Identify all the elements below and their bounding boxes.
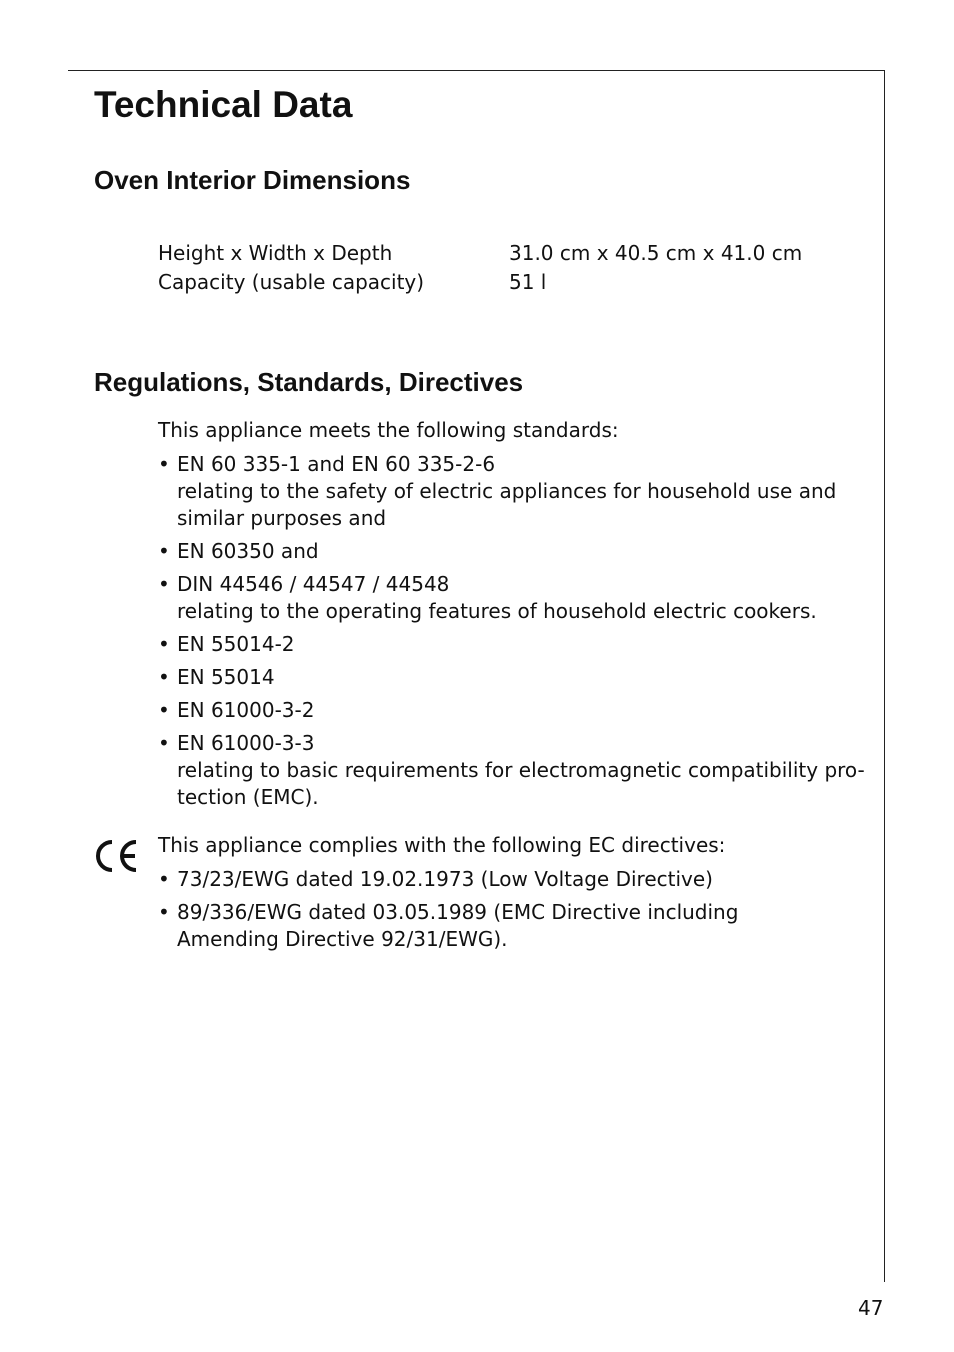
- standards-list: [158, 451, 870, 817]
- standard-code: EN 61000-3-3: [177, 731, 315, 755]
- list-item: [158, 571, 870, 625]
- standard-code: EN 60 335-1 and EN 60 335-2-6: [177, 452, 496, 476]
- list-item: [158, 730, 870, 811]
- top-rule: [68, 70, 885, 71]
- dimensions-value: 31.0 cm x 40.5 cm x 41.0 cm: [509, 241, 803, 265]
- list-item: [158, 697, 870, 724]
- directive-code: 89/336/EWG dated 03.05.1989 (EMC Directive including: [177, 900, 739, 924]
- bullet: •: [158, 665, 170, 689]
- list-item: [158, 451, 870, 532]
- page-number: 47: [858, 1296, 884, 1320]
- dimensions-label: Height x Width x Depth: [158, 241, 393, 265]
- bullet: •: [158, 731, 170, 755]
- standard-code: DIN 44546 / 44547 / 44548: [177, 572, 450, 596]
- section-heading-oven-interior: Oven Interior Dimensions: [94, 165, 411, 195]
- bullet: •: [158, 698, 170, 722]
- bullet: •: [158, 539, 170, 563]
- bullet: •: [158, 900, 170, 924]
- ec-directives-intro: This appliance complies with the following EC directives:: [158, 833, 726, 857]
- ec-directives-list: [158, 866, 870, 959]
- standard-note: relating to the operating features of household electric cookers.: [177, 599, 817, 623]
- list-item: [158, 664, 870, 691]
- section-heading-regulations: Regulations, Standards, Directives: [94, 367, 524, 397]
- directive-note: Amending Directive 92/31/EWG).: [177, 927, 508, 951]
- directive-code: 73/23/EWG dated 19.02.1973 (Low Voltage Directive): [177, 867, 713, 891]
- right-margin-rule: [884, 70, 885, 1282]
- bullet: •: [158, 452, 170, 476]
- ce-mark-icon: [92, 838, 140, 874]
- list-item: [158, 631, 870, 658]
- standard-note: relating to basic requirements for electromagnetic compatibility pro-tection (EMC).: [177, 758, 865, 809]
- bullet: •: [158, 867, 170, 891]
- capacity-value: 51 l: [509, 270, 547, 294]
- standard-code: EN 61000-3-2: [177, 698, 315, 722]
- page-title: Technical Data: [94, 84, 353, 125]
- list-item: [158, 899, 870, 953]
- bullet: •: [158, 572, 170, 596]
- list-item: [158, 538, 870, 565]
- capacity-label: Capacity (usable capacity): [158, 270, 425, 294]
- standards-intro: This appliance meets the following standards:: [158, 418, 619, 442]
- bullet: •: [158, 632, 170, 656]
- list-item: [158, 866, 870, 893]
- standard-note: relating to the safety of electric appliances for household use and similar purposes and: [177, 479, 837, 530]
- standard-code: EN 55014: [177, 665, 275, 689]
- standard-code: EN 60350 and: [177, 539, 319, 563]
- standard-code: EN 55014-2: [177, 632, 295, 656]
